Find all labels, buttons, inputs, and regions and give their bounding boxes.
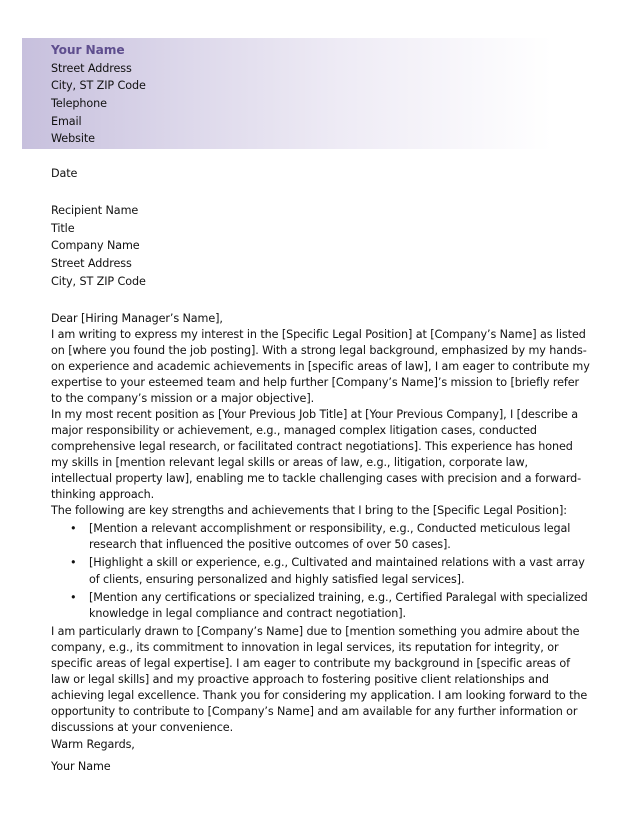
closing: Warm Regards,	[51, 738, 135, 751]
paragraph-closing: I am particularly drawn to [Company’s Name] due to [mention something you admire about the company, e.g., its commitment to innovation in legal services, its reputation for integrity, or specific areas of legal expertise]. I am eager to contribute my background in [specific areas of law or legal skills] and my proactive approach to fostering positive client relationships and achieving legal excellence. Thank you for considering my application. I am looking forward to the opportunity to contribute to [Company’s Name] and am available for any further information or discussions at your convenience.	[51, 625, 588, 735]
sender-street: Street Address	[51, 61, 132, 75]
signature-name: Your Name	[51, 760, 111, 773]
sender-website: Website	[51, 132, 95, 146]
sender-telephone: Telephone	[51, 97, 107, 111]
recipient-city: City, ST ZIP Code	[51, 274, 146, 288]
list-item	[51, 590, 591, 622]
strengths-list	[51, 521, 591, 622]
recipient-company: Company Name	[51, 239, 140, 253]
paragraph-experience: In my most recent position as [Your Previous Job Title] at [Your Previous Company], I [describe a major responsibility or achievement, e.g., managed complex litigation cases, conducted comprehensive legal research, or facilitated contract negotiations]. This experience has honed my skills in [mention relevant legal skills or areas of law, e.g., litigation, corporate law, intellectual property law], enabling me to tackle challenging cases with precision and a forward-thinking approach.	[51, 408, 582, 501]
sender-block	[51, 42, 146, 148]
bullet-text: [Mention a relevant accomplishment or responsibility, e.g., Conducted meticulous legal research that influenced the positive outcomes of over 50 cases].	[89, 522, 571, 552]
salutation: Dear [Hiring Manager’s Name],	[51, 312, 223, 325]
bullet-icon: •	[70, 556, 77, 570]
sender-city: City, ST ZIP Code	[51, 79, 146, 93]
bullet-text: [Highlight a skill or experience, e.g., Cultivated and maintained relations with a vast array of clients, ensuring personalized and highly satisfied legal services].	[89, 556, 585, 586]
bullet-icon: •	[70, 522, 77, 535]
list-item	[51, 521, 591, 553]
sender-name: Your Name	[51, 43, 125, 57]
recipient-block	[51, 202, 146, 290]
paragraph-intro: I am writing to express my interest in the [Specific Legal Position] at [Company’s Name] as listed on [where you found the job posting]. With a strong legal background, emphasized by my hands-on experience and academic achievements in [specific areas of law], I am eager to contribute my expertise to your esteemed team and help further [Company’s Name]’s mission to [briefly refer to the company’s mission or a major objective].	[51, 328, 590, 405]
paragraph-strengths-intro: The following are key strengths and achievements that I bring to the [Specific Legal Position]:	[51, 504, 567, 517]
sender-email: Email	[51, 114, 82, 128]
recipient-title: Title	[51, 221, 75, 235]
recipient-street: Street Address	[51, 257, 132, 271]
date-block	[51, 165, 77, 183]
recipient-name: Recipient Name	[51, 204, 139, 217]
letter-date: Date	[51, 167, 78, 180]
list-item	[51, 555, 591, 587]
bullet-text: [Mention any certifications or specialized training, e.g., Certified Paralegal with specialized knowledge in legal compliance and contract negotiation].	[89, 590, 588, 621]
bullet-icon: •	[70, 590, 77, 604]
letter-body	[51, 311, 591, 736]
